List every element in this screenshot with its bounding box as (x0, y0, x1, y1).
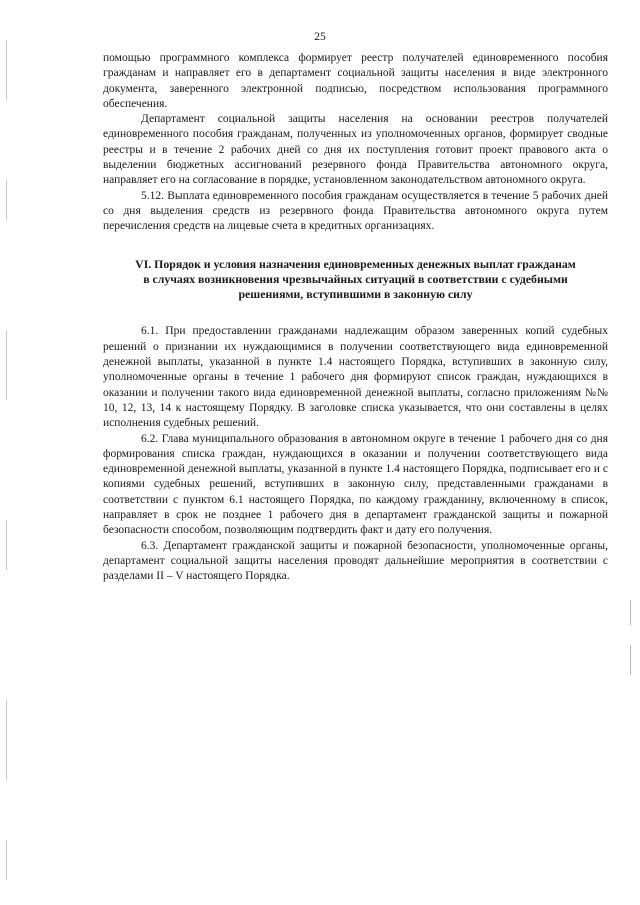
paragraph-6-3: 6.3. Департамент гражданской защиты и пожарной безопасности, уполномоченные органы, департамент социальной защиты населения проводят дальнейшие мероприятия в соответствии с разделами II – V настоящего Порядка. (103, 539, 608, 583)
document-body (103, 51, 608, 585)
scan-edge-marks (630, 600, 632, 690)
scan-binding-marks (6, 0, 8, 905)
paragraph-continuation: помощью программного комплекса формирует реестр получателей единовременного пособия гражданам и направляет его в департамент социальной защиты населения в виде электронного документа, заверенного электронной подписью, посредством использования программного обеспечения. (103, 52, 608, 110)
page-number: 25 (314, 31, 326, 43)
paragraph-social-protection-registry: Департамент социальной защиты населения на основании реестров получателей единовременного пособия гражданам, полученных из уполномоченных органов, формирует сводные реестры и в течение 2 рабочих дней со дня их поступления готовит проект правового акта о выделении бюджетных ассигнований резервного фонда Правительства автономного округа, направляет его на согласование в порядке, установленном законодательством автономного округа. (103, 113, 608, 187)
paragraph-5-12: 5.12. Выплата единовременного пособия гражданам осуществляется в течение 5 рабочих дней со дня выделения средств из резервного фонда Правительства автономного округа путем перечисления средств на лицевые счета в кредитных организациях. (103, 189, 608, 233)
paragraph-6-2: 6.2. Глава муниципального образования в автономном округе в течение 1 рабочего дня со дня формирования списка граждан, нуждающихся в оказании и получении соответствующего вида единовременной денежной выплаты, указанной в пункте 1.4 настоящего Порядка, подписывает его и с копиями судебных решений, вступивших в законную силу, представленными гражданами в соответствии с пунктом 6.1 настоящего Порядка, по каждому гражданину, включенному в список, направляет в срок не позднее 1 рабочего дня в департамент гражданской защиты и пожарной безопасности способом, позволяющим подтвердить факт и дату его получения. (103, 432, 608, 537)
paragraph-6-1: 6.1. При предоставлении гражданами надлежащим образом заверенных копий судебных решений о признании их нуждающимися в получении соответствующего вида единовременной денежной выплаты, указанной в пункте 1.4 настоящего Порядка, вступивших в законную силу, уполномоченные органы в течение 1 рабочего дня формируют список граждан, нуждающихся в оказании и получении такого вида единовременной денежной выплаты, согласно приложениям №№ 10, 12, 13, 14 к настоящему Порядку. В заголовке списка указывается, что они составлены в целях исполнения судебных решений. (103, 325, 608, 430)
section-heading: VI. Порядок и условия назначения единовременных денежных выплат гражданам в случаях возникновения чрезвычайных ситуаций в соответствии с судебными решениями, вступившими в законную силу (135, 256, 576, 302)
